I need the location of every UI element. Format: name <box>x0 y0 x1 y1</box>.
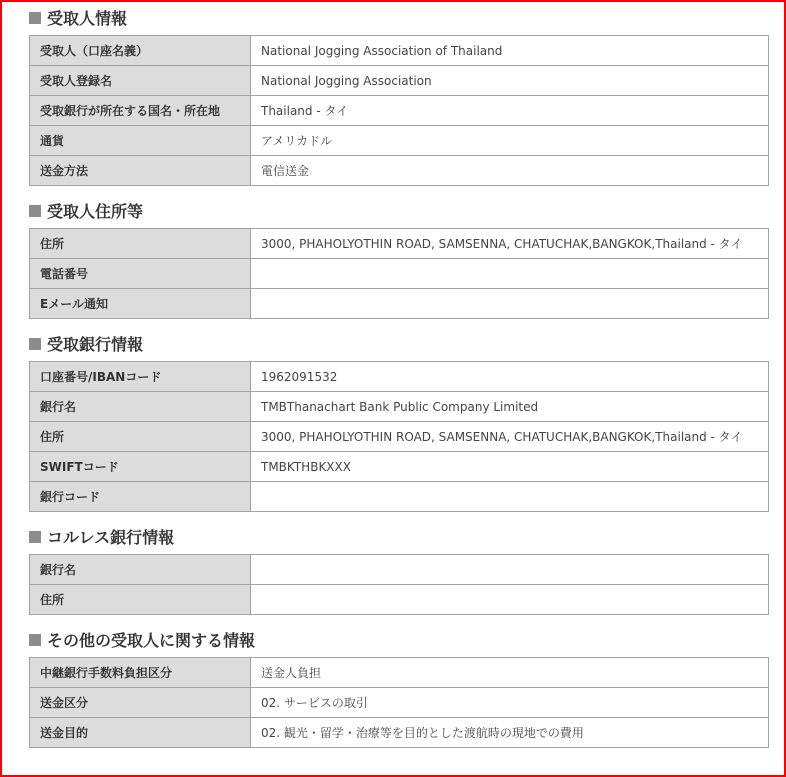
field-value: Thailand - タイ <box>251 96 769 126</box>
table-row <box>30 658 769 688</box>
section-title <box>29 629 768 650</box>
table-row <box>30 289 769 319</box>
field-value <box>251 289 769 319</box>
field-value: TMBKTHBKXXX <box>251 452 769 482</box>
field-value: 1962091532 <box>251 362 769 392</box>
table-row <box>30 585 769 615</box>
field-label: 銀行名 <box>30 555 251 585</box>
field-value: 3000, PHAHOLYOTHIN ROAD, SAMSENNA, CHATUCHAK,BANGKOK,Thailand - タイ <box>251 422 769 452</box>
field-label: 送金目的 <box>30 718 251 748</box>
field-label: 住所 <box>30 422 251 452</box>
field-label: 銀行コード <box>30 482 251 512</box>
recipient-info-table <box>29 35 769 186</box>
field-label: 住所 <box>30 229 251 259</box>
field-label: SWIFTコード <box>30 452 251 482</box>
square-bullet-icon <box>29 12 41 24</box>
section-correspondent-bank <box>29 526 768 615</box>
field-label: 受取人（口座名義） <box>30 36 251 66</box>
square-bullet-icon <box>29 634 41 646</box>
table-row <box>30 96 769 126</box>
field-label: 送金方法 <box>30 156 251 186</box>
field-value <box>251 585 769 615</box>
recipient-address-table <box>29 228 769 319</box>
section-title <box>29 7 768 28</box>
field-label: 送金区分 <box>30 688 251 718</box>
table-row <box>30 688 769 718</box>
field-value <box>251 555 769 585</box>
section-title <box>29 200 768 221</box>
other-info-table <box>29 657 769 748</box>
table-row <box>30 392 769 422</box>
section-title <box>29 526 768 547</box>
field-label: 電話番号 <box>30 259 251 289</box>
field-value: 02. 観光・留学・治療等を目的とした渡航時の現地での費用 <box>251 718 769 748</box>
field-label: 通貨 <box>30 126 251 156</box>
section-other-info <box>29 629 768 748</box>
section-title-text: 受取人住所等 <box>47 202 144 221</box>
field-value <box>251 482 769 512</box>
table-row <box>30 362 769 392</box>
field-value <box>251 259 769 289</box>
table-row <box>30 422 769 452</box>
field-value: アメリカドル <box>251 126 769 156</box>
section-title-text: その他の受取人に関する情報 <box>47 631 256 650</box>
table-row <box>30 229 769 259</box>
table-row <box>30 66 769 96</box>
field-value: TMBThanachart Bank Public Company Limited <box>251 392 769 422</box>
field-value: 電信送金 <box>251 156 769 186</box>
field-label: 中継銀行手数料負担区分 <box>30 658 251 688</box>
table-row <box>30 555 769 585</box>
table-row <box>30 482 769 512</box>
table-row <box>30 126 769 156</box>
field-label: Eメール通知 <box>30 289 251 319</box>
correspondent-bank-table <box>29 554 769 615</box>
field-label: 受取人登録名 <box>30 66 251 96</box>
section-title <box>29 333 768 354</box>
field-value: 送金人負担 <box>251 658 769 688</box>
section-title-text: コルレス銀行情報 <box>47 528 175 547</box>
field-label: 口座番号/IBANコード <box>30 362 251 392</box>
section-recipient-address <box>29 200 768 319</box>
field-label: 受取銀行が所在する国名・所在地 <box>30 96 251 126</box>
field-label: 銀行名 <box>30 392 251 422</box>
field-value: National Jogging Association <box>251 66 769 96</box>
table-row <box>30 156 769 186</box>
square-bullet-icon <box>29 338 41 350</box>
field-value: 3000, PHAHOLYOTHIN ROAD, SAMSENNA, CHATUCHAK,BANGKOK,Thailand - タイ <box>251 229 769 259</box>
section-recipient-info <box>29 7 768 186</box>
table-row <box>30 36 769 66</box>
section-recipient-bank <box>29 333 768 512</box>
section-title-text: 受取人情報 <box>47 9 128 28</box>
field-label: 住所 <box>30 585 251 615</box>
table-row <box>30 452 769 482</box>
section-title-text: 受取銀行情報 <box>47 335 144 354</box>
field-value: 02. サービスの取引 <box>251 688 769 718</box>
recipient-bank-table <box>29 361 769 512</box>
square-bullet-icon <box>29 531 41 543</box>
square-bullet-icon <box>29 205 41 217</box>
table-row <box>30 718 769 748</box>
field-value: National Jogging Association of Thailand <box>251 36 769 66</box>
table-row <box>30 259 769 289</box>
